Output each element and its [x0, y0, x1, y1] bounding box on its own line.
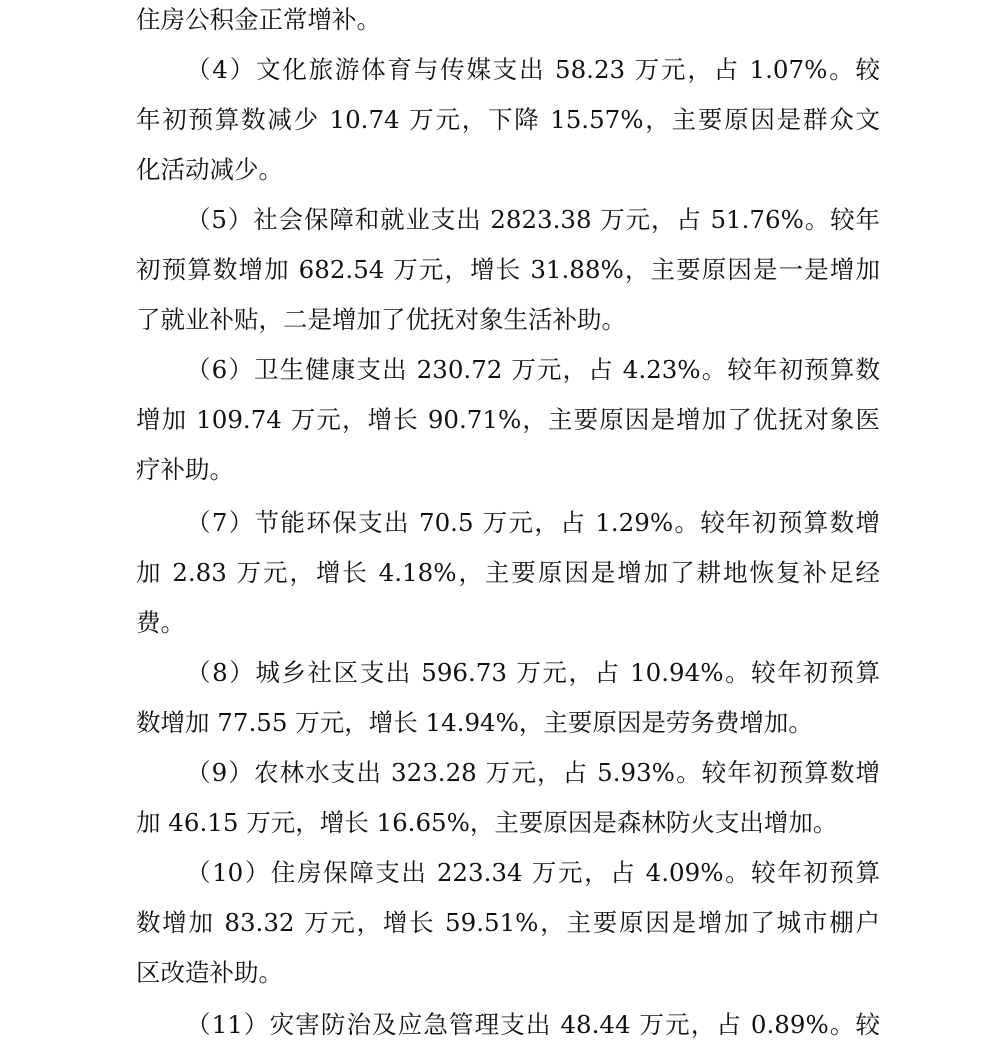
paragraph-9-line-2: 加 46.15 万元，增长 16.65%，主要原因是森林防火支出增加。 [136, 808, 838, 837]
paragraph-10-line-2: 数增加 83.32 万元，增长 59.51%，主要原因是增加了城市棚户 [136, 908, 880, 937]
paragraph-8-line-1: （8）城乡社区支出 596.73 万元，占 10.94%。较年初预算 [186, 658, 880, 687]
paragraph-11-line-1: （11）灾害防治及应急管理支出 48.44 万元，占 0.89%。较 [186, 1010, 880, 1039]
text-line: 住房公积金正常增补。 [136, 5, 381, 34]
paragraph-6-line-1: （6）卫生健康支出 230.72 万元，占 4.23%。较年初预算数 [186, 355, 880, 384]
paragraph-6-line-3: 疗补助。 [136, 455, 234, 484]
paragraph-5-line-3: 了就业补贴，二是增加了优抚对象生活补助。 [136, 305, 626, 334]
paragraph-4-line-3: 化活动减少。 [136, 155, 283, 184]
paragraph-4-line-2: 年初预算数减少 10.74 万元，下降 15.57%，主要原因是群众文 [136, 105, 880, 134]
paragraph-5-line-2: 初预算数增加 682.54 万元，增长 31.88%，主要原因是一是增加 [136, 255, 880, 284]
paragraph-9-line-1: （9）农林水支出 323.28 万元，占 5.93%。较年初预算数增 [186, 758, 880, 787]
paragraph-10-line-3: 区改造补助。 [136, 958, 283, 987]
paragraph-4-line-1: （4）文化旅游体育与传媒支出 58.23 万元，占 1.07%。较 [186, 55, 880, 84]
paragraph-8-line-2: 数增加 77.55 万元，增长 14.94%，主要原因是劳务费增加。 [136, 708, 813, 737]
paragraph-7-line-2: 加 2.83 万元，增长 4.18%，主要原因是增加了耕地恢复补足经 [136, 558, 880, 587]
paragraph-6-line-2: 增加 109.74 万元，增长 90.71%，主要原因是增加了优抚对象医 [136, 405, 880, 434]
paragraph-5-line-1: （5）社会保障和就业支出 2823.38 万元，占 51.76%。较年 [186, 205, 880, 234]
paragraph-7-line-3: 费。 [136, 608, 185, 637]
paragraph-10-line-1: （10）住房保障支出 223.34 万元，占 4.09%。较年初预算 [186, 858, 880, 887]
paragraph-7-line-1: （7）节能环保支出 70.5 万元，占 1.29%。较年初预算数增 [186, 508, 880, 537]
